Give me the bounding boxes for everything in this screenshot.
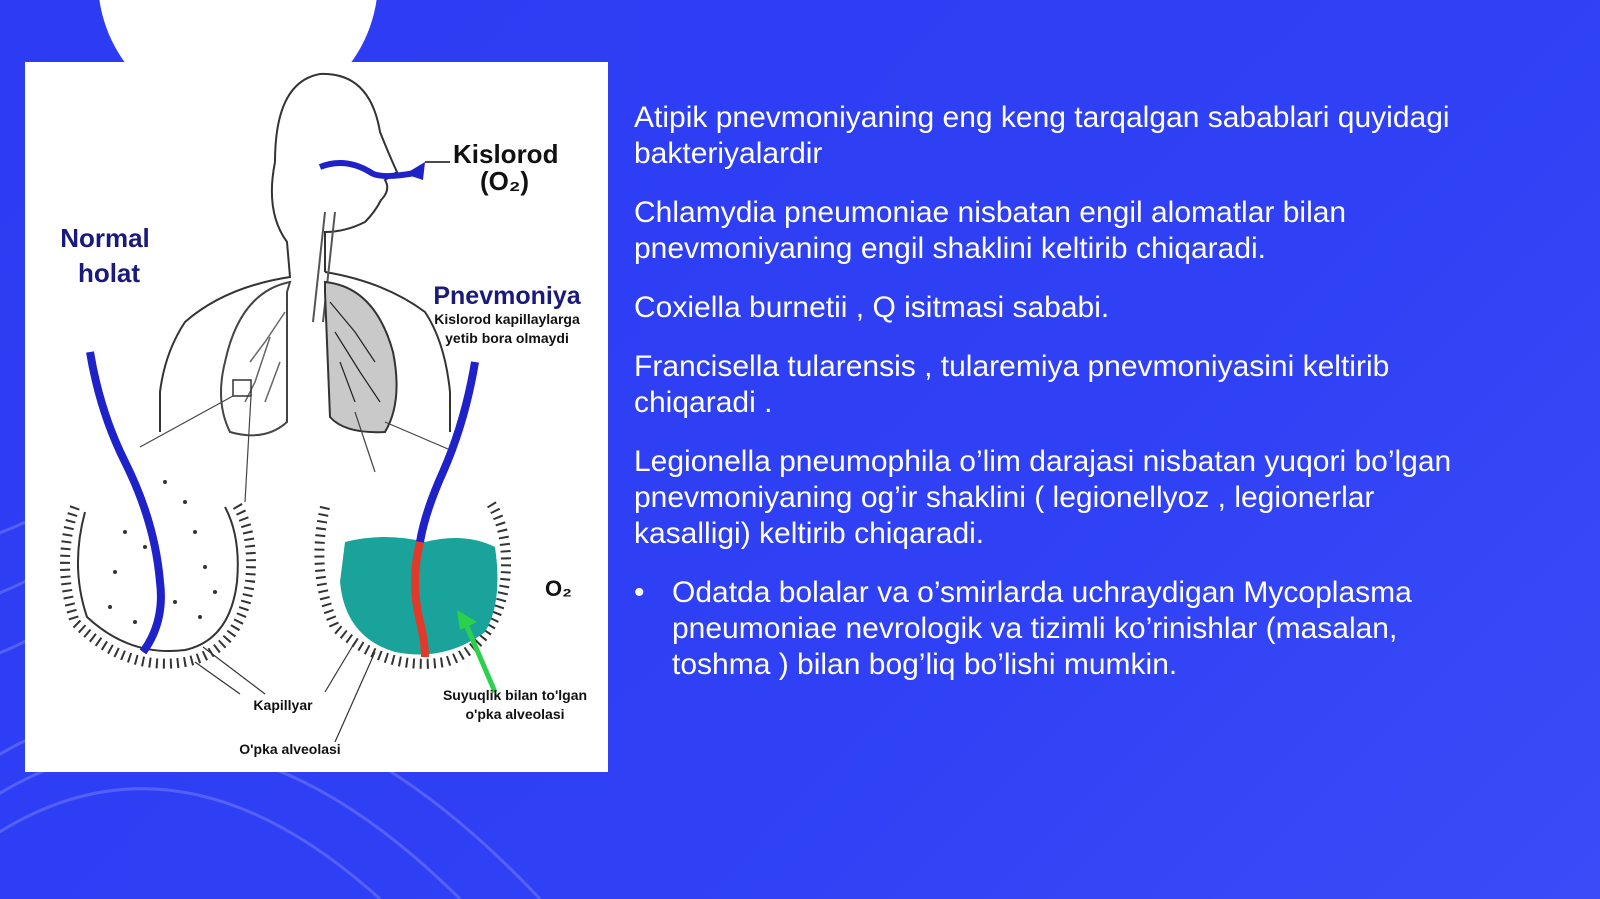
mycoplasma-bullet [634, 575, 1454, 683]
legionella-paragraph: Legionella pneumophila o’lim darajasi nisbatan yuqori bo’lgan pnevmoniyaning og’ir shaklini ( legionellyoz , legionerlar kasalligi) keltirib chiqaradi. [634, 445, 1452, 550]
francisella-paragraph: Francisella tularensis , tularemiya pnevmoniyasini keltirib chiqaradi . [634, 350, 1390, 419]
coxiella-paragraph: Coxiella burnetii , Q isitmasi sababi. [634, 291, 1110, 324]
normal-blood-vessel [90, 352, 161, 652]
pneumonia-label: Pnevmoniya [433, 282, 581, 310]
normal-alveolus [65, 352, 251, 664]
capillary-label: Kapillyar [253, 697, 313, 713]
mycoplasma-bullet-text: Odatda bolalar va o’smirlarda uchraydigan Mycoplasma pneumoniae nevrologik va tizimli ko’rinishlar (masalan, toshma ) bilan bog’liq bo’lishi mumkin. [672, 576, 1412, 681]
o2-label: O₂ [545, 576, 572, 601]
fluid-label-line1: Suyuqlik bilan to'lgan [442, 687, 588, 703]
fluid-label-line2: o'pka alveolasi [465, 706, 565, 722]
oxygen-formula: (O₂) [480, 166, 530, 196]
chlamydia-paragraph: Chlamydia pneumoniae nisbatan engil alomatlar bilan pnevmoniyaning engil shaklini keltirib chiqaradi. [634, 196, 1347, 265]
pneumonia-diagram [25, 62, 608, 772]
alveolus-label: O'pka alveolasi [239, 741, 341, 757]
normal-label-line1: Normal [60, 223, 150, 253]
trachea [313, 212, 325, 322]
normal-label-line2: holat [77, 258, 141, 288]
diagram-svg [25, 62, 608, 772]
oxygen-label: Kislorod [453, 139, 559, 169]
pneumonia-airway [420, 362, 475, 542]
bullet-icon: • [634, 576, 645, 609]
intro-paragraph: Atipik pnevmoniyaning eng keng tarqalgan sabablari quyidagi bakteriyalardir [634, 101, 1450, 170]
bullet-list [634, 575, 1454, 683]
nasal-airway [320, 163, 420, 176]
left-shoulder-outline [160, 162, 290, 432]
right-lung [325, 282, 397, 432]
text-panel [634, 100, 1454, 683]
left-lung [221, 282, 290, 435]
pneumonia-caption-line2: yetib bora olmaydi [445, 330, 569, 346]
pneumonia-caption-line1: Kislorod kapillaylarga [434, 311, 580, 327]
airway-arrow [405, 162, 425, 180]
